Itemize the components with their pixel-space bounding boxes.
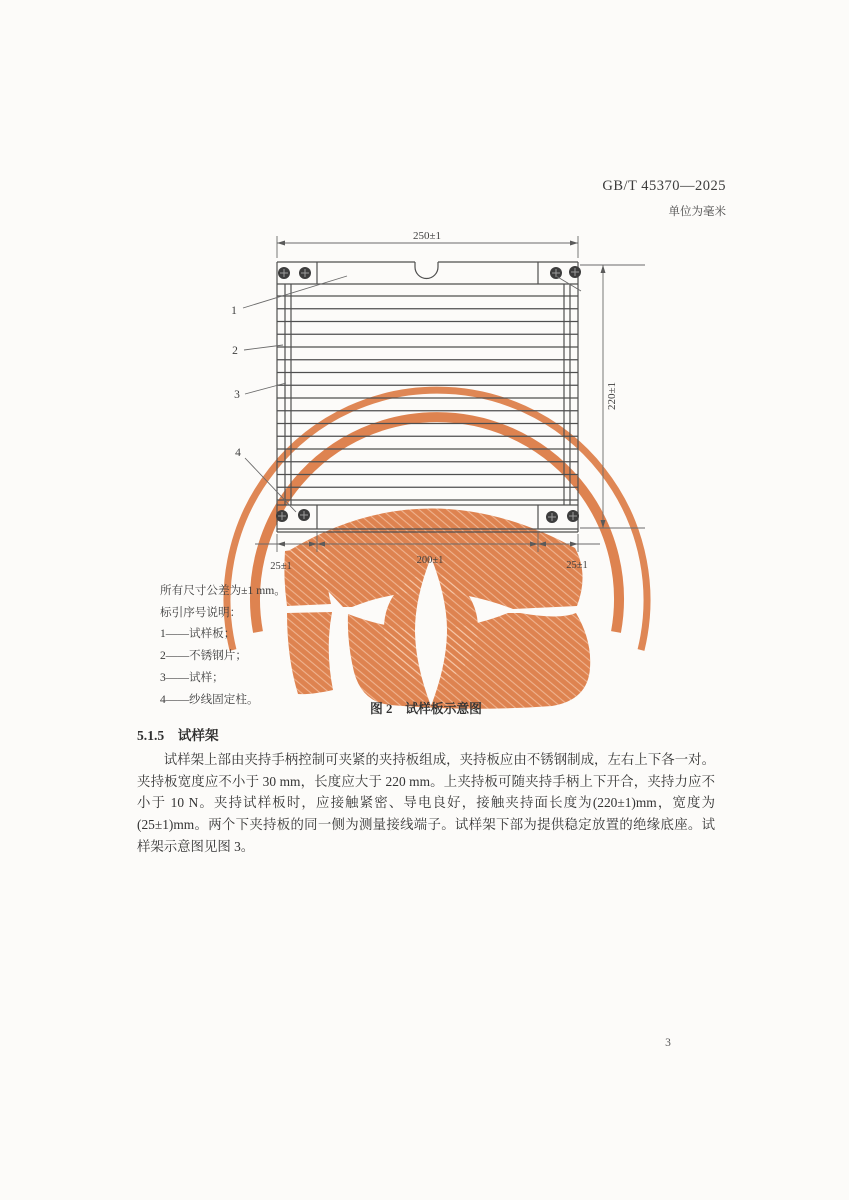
callout-4: 4	[235, 447, 241, 459]
dim-top: 250±1	[412, 230, 442, 242]
bottom-clamp-bar	[277, 505, 578, 529]
dim-right: 220±1	[606, 381, 618, 411]
section-heading: 5.1.5 试样架	[137, 728, 219, 743]
callout-2: 2	[232, 345, 238, 357]
unit-note: 单位为毫米	[668, 206, 726, 218]
legend-title: 标引序号说明：	[160, 605, 242, 619]
dim-bottom-right: 25±1	[566, 560, 588, 571]
legend-item: 2——不锈钢片；	[160, 649, 247, 663]
callout-3: 3	[234, 389, 240, 401]
tolerance-note: 所有尺寸公差为±1 mm。	[160, 584, 286, 597]
yarn-lines	[277, 296, 578, 500]
figure-notes	[160, 580, 420, 710]
standard-number: GB/T 45370—2025	[602, 178, 726, 194]
figure-caption: 图 2 试样板示意图	[370, 702, 482, 716]
body-paragraph: 试样架上部由夹持手柄控制可夹紧的夹持板组成，夹持板应由不锈钢制成，左右上下各一对。夹持板宽度应不小于 30 mm，长度应大于 220 mm。上夹持板可随夹持手柄上下开合，夹持力应不小于 10 N。夹持试样板时，应接触紧密、导电良好，接触夹持面长度为(220±1)mm，宽度为(25±1)mm。两个下夹持板的同一侧为测量接线端子。试样架下部为提供稳定放置的绝缘底座。试样架示意图见图 3。	[137, 752, 715, 854]
legend-item: 1——试样板；	[160, 627, 236, 641]
legend-item: 3——试样；	[160, 670, 224, 684]
top-clamp-bar	[277, 262, 578, 284]
fixing-post-screws	[276, 266, 581, 523]
dim-bottom-center: 200±1	[416, 555, 444, 566]
callout-leaders	[243, 276, 347, 512]
stainless-strips	[285, 284, 570, 505]
dim-bottom-left: 25±1	[270, 561, 292, 572]
plate-notch	[415, 262, 438, 279]
callout-1: 1	[231, 305, 237, 317]
legend-item: 4——纱线固定柱。	[160, 692, 259, 706]
page-number: 3	[665, 1037, 671, 1049]
